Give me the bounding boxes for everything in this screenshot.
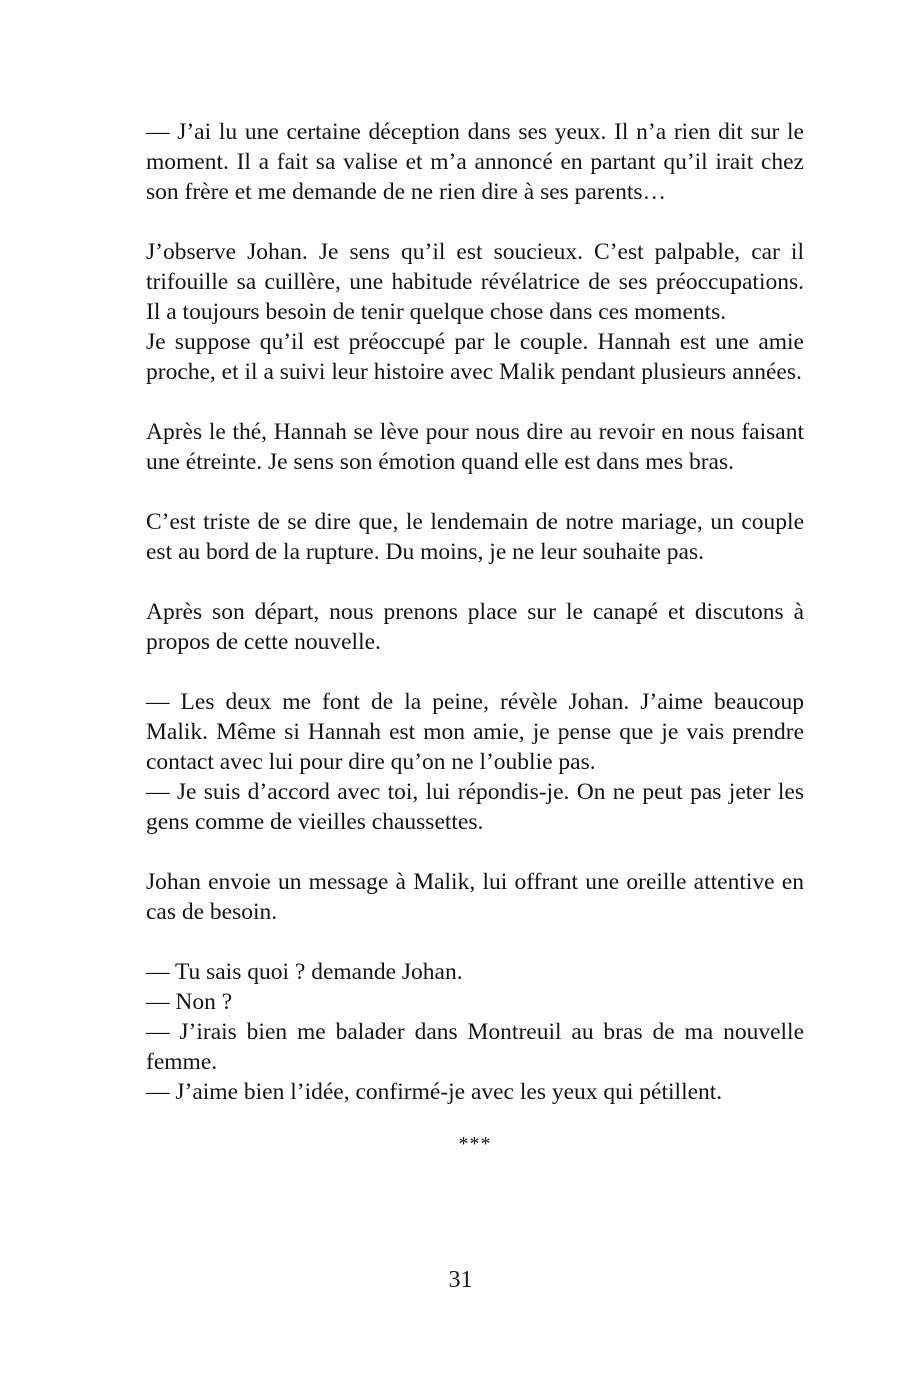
paragraph: — J’ai lu une certaine déception dans ses yeux. Il n’a rien dit sur le moment. Il a fait sa valise et m’a annoncé en partant qu’il irait chez son frère et me demande de ne rien dire à ses parents… [146, 119, 804, 205]
text-block-8 [146, 957, 804, 1107]
text-block-5 [146, 597, 804, 657]
text-block-4 [146, 507, 804, 567]
paragraph: Je suppose qu’il est préoccupé par le couple. Hannah est une amie proche, et il a suivi leur histoire avec Malik pendant plusieurs années. [146, 329, 804, 385]
page-body [146, 117, 804, 1159]
blank-line [146, 927, 804, 957]
blank-line [146, 477, 804, 507]
text-block-7 [146, 867, 804, 927]
paragraph: — Je suis d’accord avec toi, lui répondis-je. On ne peut pas jeter les gens comme de vieilles chaussettes. [146, 779, 804, 835]
text-block-2 [146, 237, 804, 387]
blank-line [146, 207, 804, 237]
paragraph: — Tu sais quoi ? demande Johan. [146, 959, 463, 985]
paragraph: C’est triste de se dire que, le lendemain de notre mariage, un couple est au bord de la rupture. Du moins, je ne leur souhaite pas. [146, 509, 804, 565]
blank-line [146, 387, 804, 417]
paragraph: — J’aime bien l’idée, confirmé-je avec les yeux qui pétillent. [146, 1079, 723, 1105]
blank-line [146, 567, 804, 597]
paragraph: Johan envoie un message à Malik, lui offrant une oreille attentive en cas de besoin. [146, 869, 804, 925]
paragraph: J’observe Johan. Je sens qu’il est soucieux. C’est palpable, car il trifouille sa cuillère, une habitude révélatrice de ses préoccupations. Il a toujours besoin de tenir quelque chose dans ces moments. [146, 239, 804, 325]
text-block-3 [146, 417, 804, 477]
blank-line [146, 837, 804, 867]
paragraph: Après le thé, Hannah se lève pour nous dire au revoir en nous faisant une étreinte. Je sens son émotion quand elle est dans mes bras. [146, 419, 804, 475]
text-block-1 [146, 117, 804, 207]
paragraph: — Non ? [146, 989, 233, 1015]
page-number: 31 [448, 1267, 473, 1293]
blank-line [146, 657, 804, 687]
paragraph: — J’irais bien me balader dans Montreuil au bras de ma nouvelle femme. [146, 1019, 804, 1075]
text-block-6 [146, 687, 804, 837]
scene-break: *** [458, 1133, 492, 1155]
paragraph: Après son départ, nous prenons place sur le canapé et discutons à propos de cette nouvelle. [146, 599, 804, 655]
paragraph: — Les deux me font de la peine, révèle Johan. J’aime beaucoup Malik. Même si Hannah est mon amie, je pense que je vais prendre contact avec lui pour dire qu’on ne l’oublie pas. [146, 689, 804, 775]
